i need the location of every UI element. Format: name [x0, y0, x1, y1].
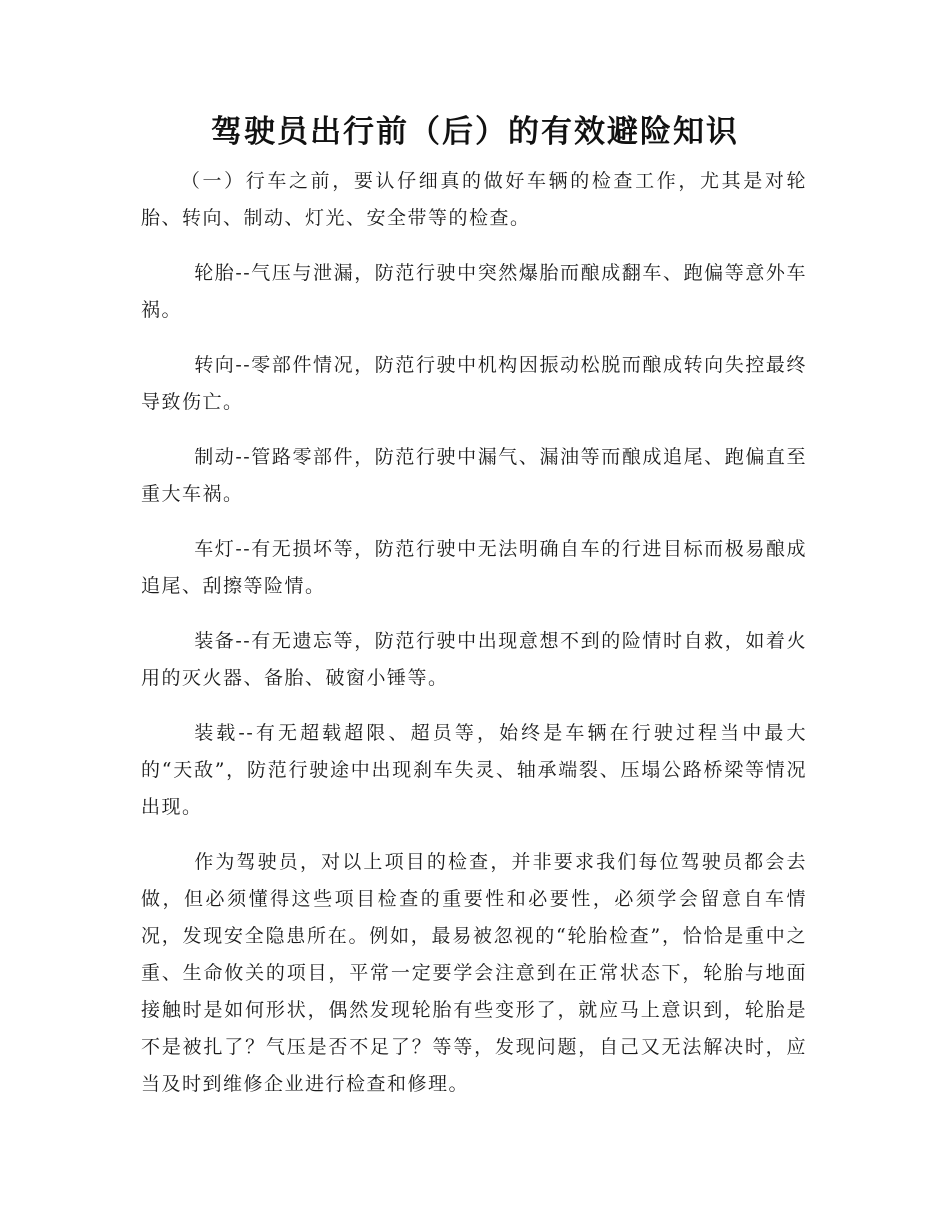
paragraph-brakes: 制动--管路零部件，防范行驶中漏气、漏油等而酿成追尾、跑偏直至重大车祸。 — [141, 446, 807, 505]
paragraph-intro: （一）行车之前，要认仔细真的做好车辆的检查工作，尤其是对轮胎、转向、制动、灯光、安全带等的检查。 — [141, 170, 807, 229]
paragraph-tires: 轮胎--气压与泄漏，防范行驶中突然爆胎而酿成翻车、跑偏等意外车祸。 — [141, 262, 807, 321]
document-body — [141, 163, 807, 1121]
paragraph-loading: 装载--有无超载超限、超员等，始终是车辆在行驶过程当中最大的“天敌”，防范行驶途中出现刹车失灵、轴承端裂、压塌公路桥梁等情况出现。 — [141, 722, 807, 818]
paragraph-summary: 作为驾驶员，对以上项目的检查，并非要求我们每位驾驶员都会去做，但必须懂得这些项目检查的重要性和必要性，必须学会留意自车情况，发现安全隐患所在。例如，最易被忽视的“轮胎检查”，恰恰是重中之重、生命攸关的项目，平常一定要学会注意到在正常状态下，轮胎与地面接触时是如何形状，偶然发现轮胎有些变形了，就应马上意识到，轮胎是不是被扎了？气压是否不足了？等等，发现问题，自己又无法解决时，应当及时到维修企业进行检查和修理。 — [141, 851, 807, 1095]
document-title: 驾驶员出行前（后）的有效避险知识 — [211, 114, 739, 150]
paragraph-lights: 车灯--有无损坏等，防范行驶中无法明确自车的行进目标而极易酿成追尾、刮擦等险情。 — [141, 538, 807, 597]
paragraph-steering: 转向--零部件情况，防范行驶中机构因振动松脱而酿成转向失控最终导致伤亡。 — [141, 354, 807, 413]
paragraph-equipment: 装备--有无遗忘等，防范行驶中出现意想不到的险情时自救，如着火用的灭火器、备胎、破窗小锤等。 — [141, 630, 807, 689]
